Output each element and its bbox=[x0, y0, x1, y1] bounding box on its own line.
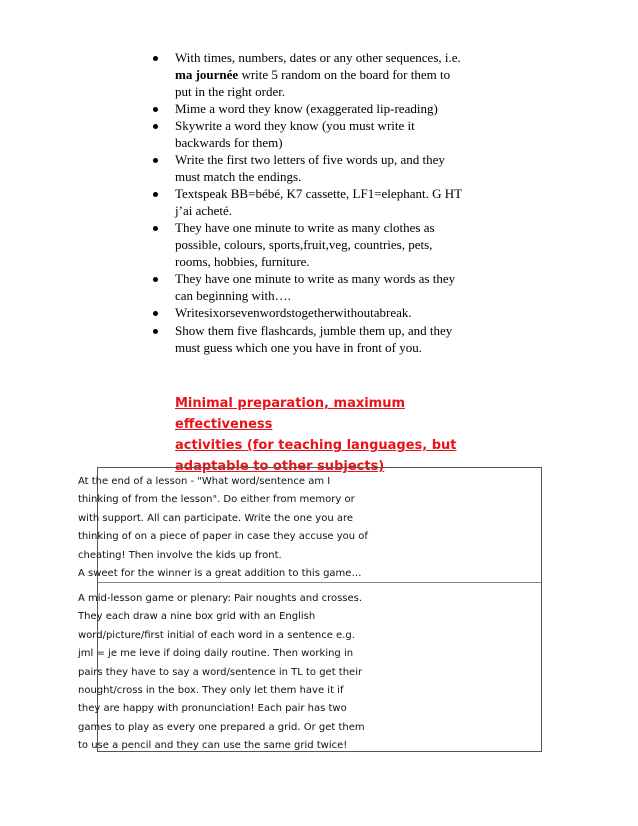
bold-phrase: ma journée bbox=[175, 66, 239, 82]
list-item-line: Writesixorsevenwordstogetherwithoutabreak. bbox=[175, 305, 412, 321]
list-item-line: Write the first two letters of five words up, and they bbox=[175, 152, 445, 168]
cell-line: At the end of a lesson - "What word/sentence am I bbox=[78, 476, 331, 487]
list-item-line: Mime a word they know (exaggerated lip-reading) bbox=[175, 100, 438, 116]
bullet-icon bbox=[153, 107, 158, 112]
table-cell-noughts-and-crosses bbox=[78, 590, 448, 756]
cell-line: cheating! Then involve the kids up front. bbox=[78, 549, 282, 561]
cell-line: with support. All can participate. Write the one you are bbox=[78, 512, 354, 524]
list-item bbox=[150, 152, 470, 186]
list-item bbox=[150, 323, 470, 357]
bullet-icon bbox=[153, 158, 158, 163]
cell-line: to use a pencil and they can use the same grid twice! bbox=[78, 740, 348, 752]
heading-line: activities (for teaching languages, but bbox=[175, 438, 457, 453]
list-item-line: j’ai acheté. bbox=[175, 203, 233, 219]
bullet-icon bbox=[153, 277, 158, 282]
list-item-line: They have one minute to write as many words as they bbox=[175, 271, 456, 287]
list-item-line: must guess which one you have in front of you. bbox=[175, 339, 422, 355]
cell-line: they are happy with pronunciation! Each pair has two bbox=[78, 703, 347, 715]
cell-line: word/picture/first initial of each word in a sentence e.g. bbox=[78, 629, 355, 641]
bullet-icon bbox=[153, 226, 158, 231]
cell-line: A mid-lesson game or plenary: Pair noughts and crosses. bbox=[78, 593, 363, 604]
bullet-icon bbox=[153, 329, 158, 334]
list-item-line: They have one minute to write as many clothes as bbox=[175, 220, 435, 236]
cell-line: A sweet for the winner is a great addition to this game… bbox=[78, 568, 362, 580]
list-item-line: With times, numbers, dates or any other sequences, i.e. bbox=[175, 50, 461, 65]
bullet-icon bbox=[153, 311, 158, 316]
cell-line: jml = je me leve if doing daily routine. Then working in bbox=[78, 648, 354, 660]
list-item bbox=[150, 50, 470, 100]
list-item-line: must match the endings. bbox=[175, 169, 302, 185]
bullet-icon bbox=[153, 192, 158, 197]
activity-bullet-list bbox=[150, 50, 470, 357]
list-item bbox=[150, 305, 470, 322]
list-item bbox=[150, 186, 470, 220]
list-item-line: Textspeak BB=bébé, K7 cassette, LF1=elephant. G HT bbox=[175, 186, 463, 202]
list-item bbox=[150, 271, 470, 305]
cell-line: nought/cross in the box. They only let them have it if bbox=[78, 685, 344, 697]
list-item bbox=[150, 101, 470, 118]
cell-line: thinking of from the lesson". Do either from memory or bbox=[78, 494, 355, 506]
heading-line: adaptable to other subjects) bbox=[175, 459, 385, 474]
list-item-line: can beginning with…. bbox=[175, 288, 291, 304]
heading-line: Minimal preparation, maximum effectiveness bbox=[175, 396, 406, 432]
cell-line: pairs they have to say a word/sentence in TL to get their bbox=[78, 666, 363, 678]
list-item-line: put in the right order. bbox=[175, 83, 286, 99]
section-heading bbox=[175, 393, 475, 477]
cell-line: thinking of on a piece of paper in case they accuse you of bbox=[78, 531, 368, 543]
table-cell-end-of-lesson bbox=[78, 473, 448, 583]
cell-line: games to play as every one prepared a grid. Or get them bbox=[78, 721, 365, 733]
cell-line: They each draw a nine box grid with an English bbox=[78, 611, 316, 623]
list-item-line: backwards for them) bbox=[175, 134, 283, 150]
list-item-line: ma journée write 5 random on the board for them to bbox=[175, 66, 451, 82]
list-item bbox=[150, 118, 470, 152]
list-item bbox=[150, 220, 470, 270]
bullet-icon bbox=[153, 124, 158, 129]
bullet-icon bbox=[153, 56, 158, 61]
list-item-line: possible, colours, sports,fruit,veg, countries, pets, bbox=[175, 237, 433, 253]
list-item-line: Show them five flashcards, jumble them up, and they bbox=[175, 322, 453, 338]
list-item-line: Skywrite a word they know (you must write it bbox=[175, 118, 415, 134]
list-item-line: rooms, hobbies, furniture. bbox=[175, 254, 310, 270]
